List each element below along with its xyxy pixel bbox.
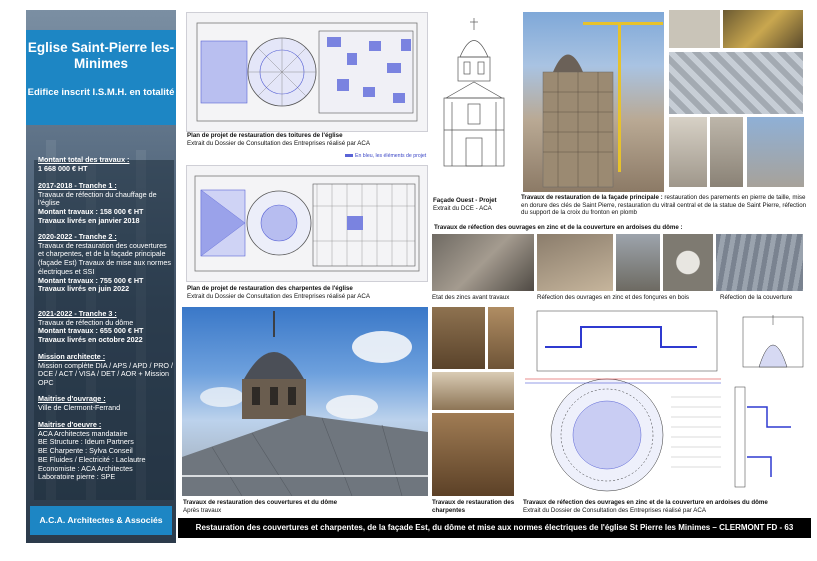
dome-roof-photo: [182, 307, 428, 496]
framework-photo-1: [432, 307, 485, 369]
scaffolding-svg: [523, 12, 664, 192]
moa-text: Ville de Clermont-Ferrand: [38, 402, 121, 412]
mission-text: Mission complète DIA / APS / APD / PRO / DCE / ACT / VISA / DET / AOR + Mission OPC: [38, 360, 174, 388]
moe-line: BE Fluides / Electricité : Laclautre: [38, 454, 146, 464]
cross-support-photo: [747, 117, 804, 187]
moe-line: ACA Architectes mandataire: [38, 428, 128, 438]
detail-drawing-title: Travaux de réfection des ouvrages en zinc et de la couverture en ardoises du dôme: [523, 499, 768, 506]
facade-elevation-svg: [430, 12, 518, 182]
tranche-3-amount: Montant travaux : 655 000 € HT: [38, 326, 144, 336]
tranche-2-heading: 2020-2022 - Tranche 2 :: [38, 232, 117, 241]
maitrise-oeuvre: [38, 421, 173, 482]
framework-plan-caption: [187, 285, 427, 300]
gilded-key-photo: [669, 10, 720, 48]
tranche-2-desc: Travaux de restauration des couvertures et charpentes, et de la façade principale (façade Est) Travaux de mise aux normes électriques et SSI: [38, 240, 172, 276]
total-amount: [38, 156, 173, 173]
tranche-3-desc: Travaux de réfection du dôme: [38, 317, 134, 327]
church-title: Eglise Saint-Pierre les-Minimes: [27, 40, 175, 71]
roof-plan-svg: [187, 13, 427, 131]
framework-photo-4: [432, 413, 514, 496]
total-value: 1 668 000 € HT: [38, 163, 88, 173]
facade-source: Extrait du DCE - ACA: [433, 204, 492, 212]
church-subtitle: Edifice inscrit I.S.M.H. en totalité: [27, 87, 175, 98]
facade-works-caption: [521, 194, 813, 217]
tranche-3: [38, 310, 173, 345]
tranche-1-delivered: Travaux livrés en janvier 2018: [38, 215, 140, 225]
roof-plan-source: Extrait du Dossier de Consultation des Entreprises réalisé par ACA: [187, 139, 370, 147]
zinc-work-photo-3: [663, 234, 713, 291]
zinc-work-photo-2: [616, 234, 660, 291]
tranche-1-desc: Travaux de réfection du chauffage de l'église: [38, 189, 157, 208]
statue-photo: [669, 117, 707, 187]
total-label: Montant total des travaux :: [38, 155, 130, 164]
framework-photo-3: [432, 372, 514, 410]
framework-plan-title: Plan de projet de restauration des charpentes de l'église: [187, 285, 353, 292]
tranche-3-delivered: Travaux livrés en octobre 2022: [38, 335, 143, 345]
moe-line: Laboratoire pierre : SPE: [38, 472, 116, 482]
roof-plan-drawing: [186, 12, 428, 132]
sidebar-title-block: [26, 30, 176, 125]
framework-caption: [432, 499, 520, 514]
tranche-1-amount: Montant travaux : 158 000 € HT: [38, 207, 144, 217]
dome-photo-svg: [182, 307, 428, 496]
zinc-work-caption: Réfection des ouvrages en zinc et des fonçures en bois: [537, 294, 690, 301]
moe-line: Economiste : ACA Architectes: [38, 463, 133, 473]
tranche-2-amount: Montant travaux : 755 000 € HT: [38, 275, 144, 285]
detail-drawing-source: Extrait du Dossier de Consultation des Entreprises réalisé par ACA: [523, 506, 706, 514]
tranche-2-delivered: Travaux livrés en juin 2022: [38, 284, 130, 294]
project-footer-bar: Restauration des couvertures et charpentes, de la façade Est, du dôme et mise aux normes électriques de l'église St Pierre les Minimes – CLERMONT FD - 63: [178, 518, 811, 538]
roof-plan-title: Plan de projet de restauration des toitures de l'église: [187, 132, 343, 139]
moa-heading: Maitrise d'ouvrage :: [38, 394, 106, 403]
zinc-before-caption: Etat des zincs avant travaux: [432, 294, 510, 301]
facade-works-text: restauration des parements en pierre de taille, mise en dorure des clés de Saint Pierre, restauration du vitrail central et de la statue de Saint Pierre, réfection du support de la croix du fronton en plomb: [521, 194, 807, 217]
moe-line: BE Charpente : Sylva Conseil: [38, 446, 133, 456]
facade-works-title: Travaux de restauration de la façade principale :: [521, 194, 663, 201]
sidebar: [26, 10, 176, 543]
maitrise-ouvrage: [38, 395, 173, 412]
framework-plan-svg: [187, 166, 427, 281]
detail-drawing-svg: [521, 307, 807, 495]
tranche-1-heading: 2017-2018 - Tranche 1 :: [38, 181, 117, 190]
framework-plan-drawing: [186, 165, 428, 282]
facade-scaffolding-photo: [523, 12, 664, 192]
detail-drawing-caption: [523, 499, 811, 514]
mission-architecte: [38, 353, 173, 388]
zinc-works-heading: Travaux de réfection des ouvrages en zinc et de la couverture en ardoises du dôme :: [434, 224, 683, 231]
legend-text: En bleu, les éléments de projet: [355, 153, 427, 159]
tranche-3-heading: 2021-2022 - Tranche 3 :: [38, 309, 117, 318]
facade-title: Façade Ouest - Projet: [433, 197, 497, 204]
framework-photo-2: [488, 307, 514, 369]
roof-covering-caption: Réfection de la couverture: [720, 294, 793, 301]
framework-title: Travaux de restauration des charpentes: [432, 499, 515, 514]
plan-legend: [345, 153, 435, 161]
gilded-keys-detail-photo: [723, 10, 803, 48]
facade-caption: [433, 197, 517, 212]
framework-plan-source: Extrait du Dossier de Consultation des Entreprises réalisé par ACA: [187, 292, 370, 300]
tranche-1: [38, 182, 173, 226]
stained-glass-photo: [669, 52, 803, 114]
zinc-detail-drawing: [521, 307, 807, 495]
company-footer: A.C.A. Architectes & Associés: [30, 506, 172, 535]
zinc-before-photo: [432, 234, 534, 291]
statue-detail-photo: [710, 117, 743, 187]
roof-dome-subtitle: Après travaux: [183, 506, 222, 514]
roof-plan-caption: [187, 132, 427, 147]
moe-heading: Maitrise d'oeuvre :: [38, 420, 102, 429]
west-facade-elevation: [430, 12, 518, 182]
tranche-2: [38, 233, 173, 294]
roof-dome-caption: [183, 499, 427, 514]
mission-heading: Mission architecte :: [38, 352, 106, 361]
roof-dome-title: Travaux de restauration des couvertures et du dôme: [183, 499, 338, 506]
moe-line: BE Structure : Ideum Partners: [38, 437, 134, 447]
legend-swatch: [345, 154, 353, 157]
zinc-work-photo-1: [537, 234, 613, 291]
roof-covering-photo: [716, 234, 803, 291]
